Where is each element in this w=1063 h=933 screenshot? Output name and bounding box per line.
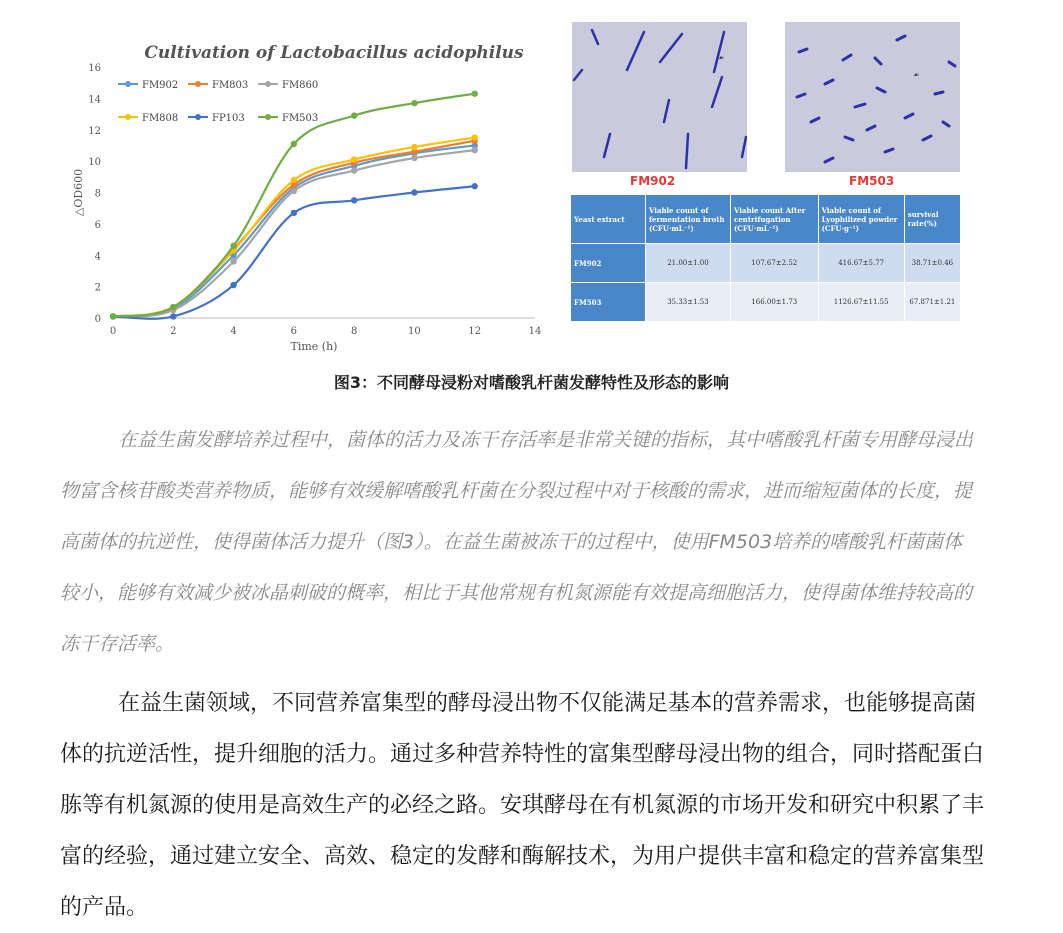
data-point-fm860 (351, 167, 357, 173)
data-point-fm808 (411, 144, 417, 150)
growth-chart-svg (70, 22, 565, 362)
micrograph-fm902-label: FM902 (630, 174, 676, 188)
data-point-fm860 (230, 258, 236, 264)
svg-text:☙: ☙ (913, 71, 920, 79)
data-point-fp103 (411, 189, 417, 195)
table-cell: 416.67±5.77 (818, 244, 904, 283)
data-point-fm808 (291, 177, 297, 183)
table-row (571, 283, 961, 322)
table-header-cell: survival rate(%) (904, 195, 960, 244)
legend-marker-fm860 (265, 81, 271, 87)
legend-label-fm503: FM503 (282, 113, 319, 124)
legend-marker-fm503 (265, 114, 271, 120)
x-tick-label: 8 (350, 326, 358, 337)
growth-chart (70, 22, 565, 362)
legend-marker-fp103 (195, 114, 201, 120)
y-tick-label: 14 (88, 94, 101, 106)
legend-label-fm808: FM808 (142, 113, 179, 124)
data-point-fm860 (411, 155, 417, 161)
x-tick-label: 10 (408, 326, 421, 337)
paragraph-body: 在益生菌领域，不同营养富集型的酵母浸出物不仅能满足基本的营养需求，也能够提高菌体的抗逆活性，提升细胞的活力。通过多种营养特性的富集型酵母浸出物的组合，同时搭配蛋白胨等有机氮源的使用是高效生产的必经之路。安琪酵母在有机氮源的市场开发和研究中积累了丰富的经验，通过建立安全、高效、稳定的发酵和酶解技术，为用户提供丰富和稳定的营养富集型的产品。 (60, 691, 985, 920)
x-tick-label: 14 (528, 326, 542, 337)
table-header-cell: Yeast extract (571, 195, 646, 244)
micrograph-fm503 (785, 22, 960, 172)
data-point-fp103 (291, 210, 297, 216)
legend-marker-fm902 (125, 81, 131, 87)
data-point-fm860 (291, 188, 297, 194)
legend-label-fp103: FP103 (212, 113, 245, 124)
x-tick-label: 12 (468, 326, 482, 337)
y-axis-label: △OD600 (72, 168, 85, 217)
legend-marker-fm808 (125, 114, 131, 120)
y-tick-label: 12 (88, 125, 101, 137)
data-point-fm503 (411, 100, 417, 106)
data-point-fm860 (472, 147, 478, 153)
legend-label-fm902: FM902 (142, 80, 179, 91)
data-point-fm503 (291, 141, 297, 147)
x-tick-label: 0 (109, 326, 117, 337)
table-cell: 38.71±0.46 (904, 244, 960, 283)
data-point-fm503 (110, 313, 116, 319)
data-point-fm503 (230, 243, 236, 249)
micrograph-fm503-image (785, 22, 960, 172)
series-line-fm803 (113, 141, 475, 317)
data-point-fm503 (472, 90, 478, 96)
chart-title: Cultivation of Lactobacillus acidophilus (144, 43, 524, 63)
series-line-fp103 (113, 186, 475, 319)
y-tick-label: 4 (94, 251, 101, 263)
table-cell: 21.00±1.00 (646, 244, 731, 283)
y-tick-label: 6 (94, 219, 101, 231)
table-cell: FM503 (571, 283, 646, 322)
x-tick-label: 6 (290, 326, 298, 337)
data-point-fp103 (472, 183, 478, 189)
x-tick-label: 4 (230, 326, 237, 337)
viability-table (570, 194, 961, 322)
table-header-cell: Viable count of Lyophilized powder (CFU·g⁻¹) (818, 195, 904, 244)
legend-label-fm803: FM803 (212, 80, 249, 91)
table-cell: 166.00±1.73 (730, 283, 818, 322)
svg-text:☙: ☙ (718, 54, 725, 62)
table-cell: 35.33±1.53 (646, 283, 731, 322)
legend-marker-fm803 (195, 81, 201, 87)
data-point-fm808 (472, 134, 478, 140)
y-tick-label: 2 (94, 282, 101, 294)
table-header-cell: Viable count of fermentation broth (CFU·mL⁻¹) (646, 195, 731, 244)
table-cell: 67.871±1.21 (904, 283, 960, 322)
data-point-fp103 (170, 313, 176, 319)
legend-label-fm860: FM860 (282, 80, 319, 91)
data-point-fm808 (351, 156, 357, 162)
data-point-fm503 (351, 112, 357, 118)
data-point-fp103 (230, 282, 236, 288)
series-line-fm902 (113, 145, 475, 316)
data-point-fm503 (170, 304, 176, 310)
x-tick-label: 2 (170, 326, 177, 337)
table-cell: 107.67±2.52 (730, 244, 818, 283)
micrograph-fm902-image (572, 22, 747, 172)
table-header-row (571, 195, 961, 244)
series-line-fm860 (113, 150, 475, 316)
micrograph-fm902 (572, 22, 747, 172)
y-tick-label: 0 (94, 314, 101, 325)
table-cell: FM902 (571, 244, 646, 283)
data-point-fp103 (351, 197, 357, 203)
micrograph-fm503-label: FM503 (849, 174, 895, 188)
y-tick-label: 10 (88, 157, 101, 169)
y-tick-label: 16 (88, 63, 101, 74)
table-header-cell: Viable count After centrifugation (CFU·mL⁻¹) (730, 195, 818, 244)
paragraph-italic: 在益生菌发酵培养过程中，菌体的活力及冻干存活率是非常关键的指标，其中嗜酸乳杆菌专用酵母浸出物富含核苷酸类营养物质，能够有效缓解嗜酸乳杆菌在分裂过程中对于核酸的需求，进而缩短菌体的长度，提高菌体的抗逆性，使得菌体活力提升（图3）。在益生菌被冻干的过程中，使用FM503培养的嗜酸乳杆菌菌体较小，能够有效减少被冰晶刺破的概率，相比于其他常规有机氮源能有效提高细胞活力，使得菌体维持较高的冻干存活率。 (60, 429, 974, 655)
table-row (571, 244, 961, 283)
table-cell: 1126.67±11.55 (818, 283, 904, 322)
y-tick-label: 8 (94, 188, 101, 200)
series-line-fm503 (113, 94, 475, 317)
x-axis-label: Time (h) (290, 340, 338, 353)
series-line-fm808 (113, 138, 475, 317)
figure-caption: 图3：不同酵母浸粉对嗜酸乳杆菌发酵特性及形态的影响 (333, 373, 730, 392)
